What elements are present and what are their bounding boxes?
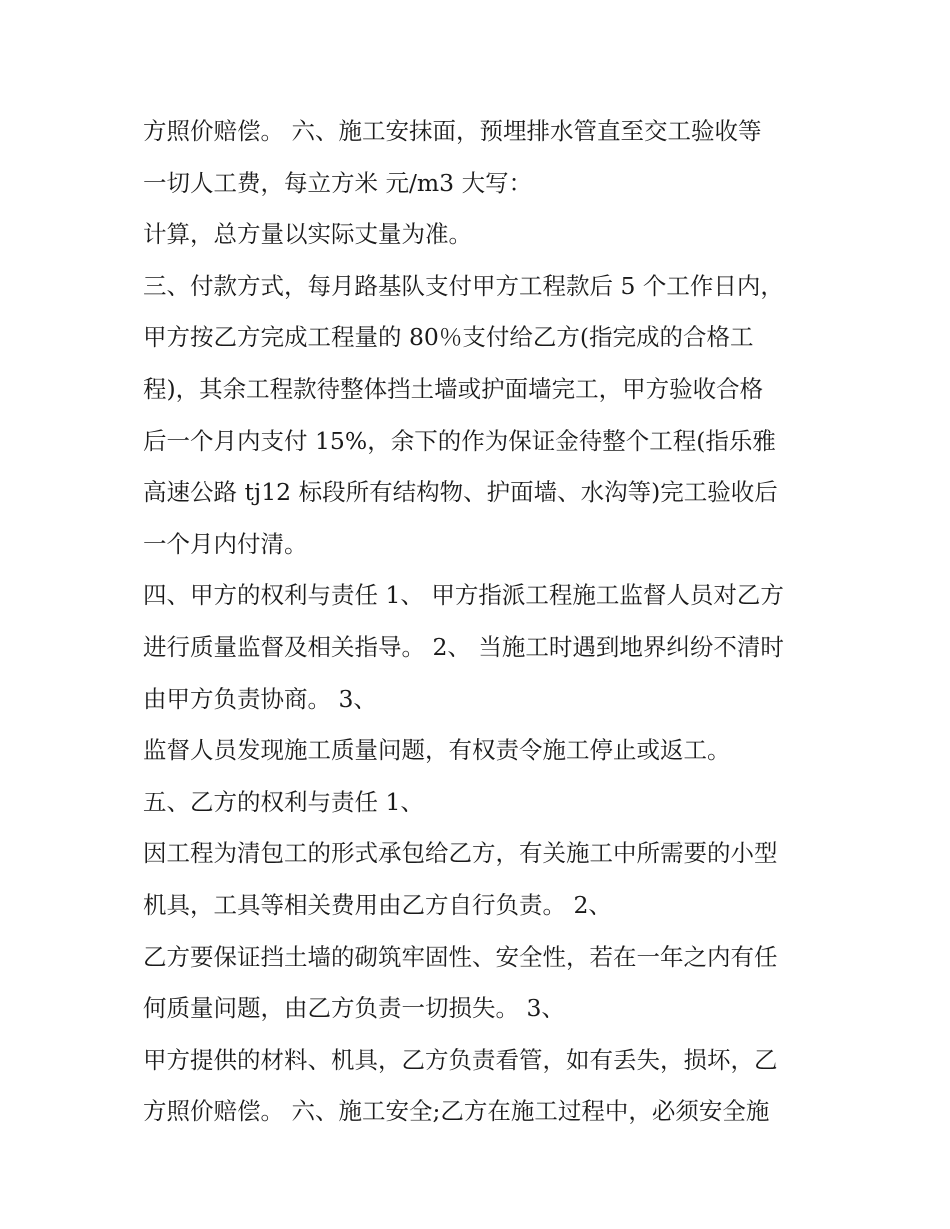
- text-line: 方照价赔偿。 六、施工安全;乙方在施工过程中，必须安全施: [143, 1097, 770, 1126]
- text-line: 方照价赔偿。 六、施工安抹面，预埋排水管直至交工验收等: [143, 117, 762, 145]
- text-line: 何质量问题，由乙方负责一切损失。 3、: [143, 994, 565, 1023]
- text-line: 四、甲方的权利与责任 1、 甲方指派工程施工监督人员对乙方: [143, 581, 784, 610]
- text-line: 监督人员发现施工质量问题，有权责令施工停止或返工。: [143, 736, 731, 765]
- document-body: [143, 106, 823, 1138]
- text-line: 后一个月内支付 15%，余下的作为保证金待整个工程(指乐雅: [143, 426, 776, 455]
- text-line: 甲方提供的材料、机具，乙方负责看管，如有丢失，损坏，乙: [143, 1045, 778, 1074]
- text-line: 进行质量监督及相关指导。 2、 当施工时遇到地界纠纷不清时: [143, 632, 784, 661]
- text-line: 高速公路 tj12 标段所有结构物、护面墙、水沟等)完工验收后: [143, 478, 778, 507]
- text-line: 一切人工费，每立方米 元/m3 大写：: [143, 168, 533, 197]
- text-line: 五、乙方的权利与责任 1、: [143, 787, 424, 816]
- text-line: 一个月内付清。: [143, 529, 308, 558]
- text-line: 三、付款方式，每月路基队支付甲方工程款后 5 个工作日内，: [143, 271, 784, 300]
- text-line: 甲方按乙方完成工程量的 80％支付给乙方(指完成的合格工: [143, 323, 754, 352]
- text-line: 乙方要保证挡土墙的砌筑牢固性、安全性，若在一年之内有任: [143, 942, 778, 971]
- text-line: 程)，其余工程款待整体挡土墙或护面墙完工，甲方验收合格: [143, 374, 764, 403]
- text-line: 机具，工具等相关费用由乙方自行负责。 2、: [143, 890, 612, 919]
- text-line: 因工程为清包工的形式承包给乙方，有关施工中所需要的小型: [143, 839, 778, 868]
- text-line: 由甲方负责协商。 3、: [143, 684, 377, 713]
- text-line: 计算，总方量以实际丈量为准。: [143, 220, 472, 249]
